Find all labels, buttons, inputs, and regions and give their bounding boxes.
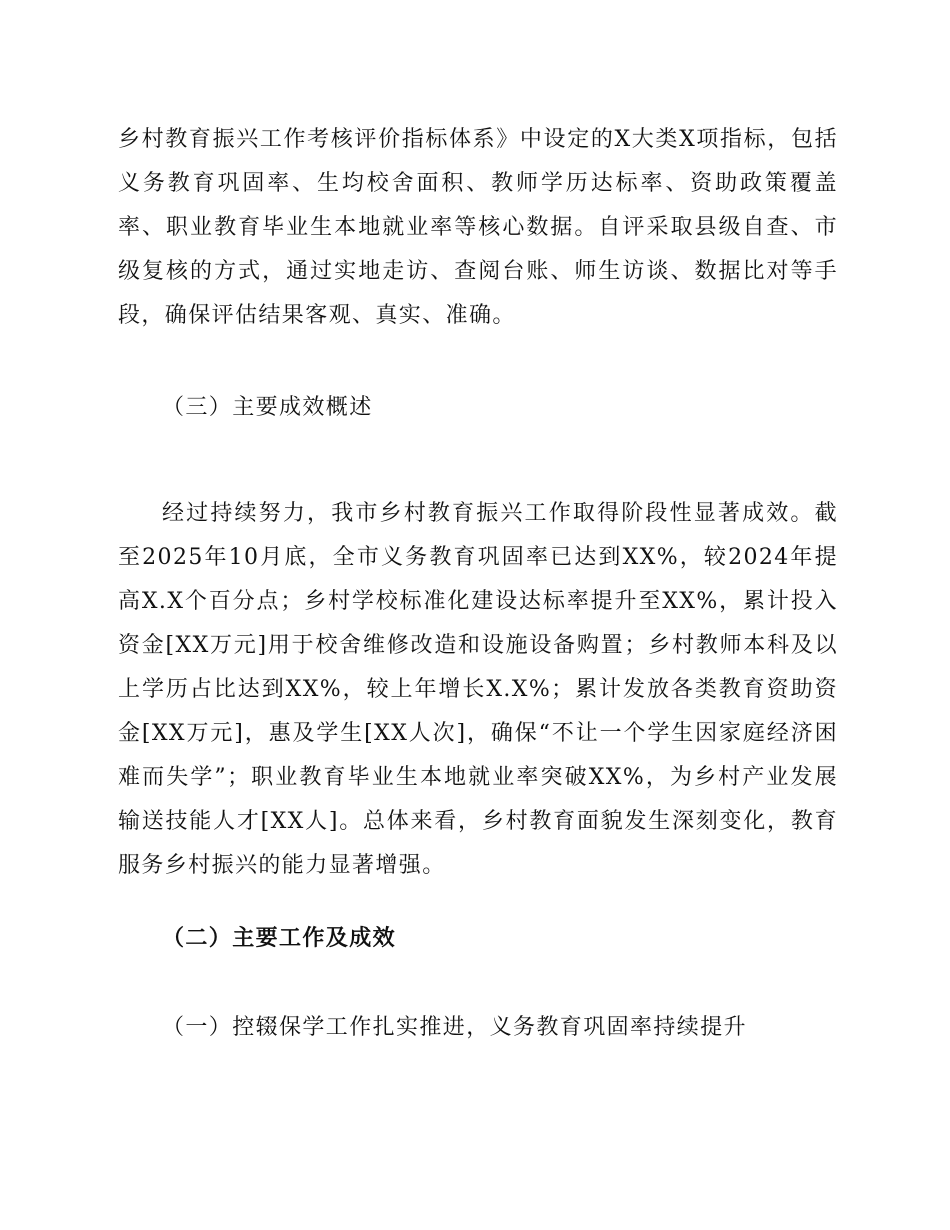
section-heading-achievements-overview: （三）主要成效概述 [162, 395, 373, 420]
body-paragraph-achievements: 经过持续努力，我市乡村教育振兴工作取得阶段性显著成效。截至2025年10月底，全市义务教育巩固率已达到XX%，较2024年提高X.X个百分点；乡村学校标准化建设达标率提升至XX%，累计投入资金[XX万元]用于校舍维修改造和设施设备购置；乡村教师本科及以上学历占比达到XX%，较上年增长X.X%；累计发放各类教育资助资金[XX万元]，惠及学生[XX人次]，确保“不让一个学生因家庭经济困难而失学”；职业教育毕业生本地就业率突破XX%，为乡村产业发展输送技能人才[XX人]。总体来看，乡村教育面貌发生深刻变化，教育服务乡村振兴的能力显著增强。 [118, 501, 838, 878]
section-heading-main-work: （二）主要工作及成效 [162, 925, 397, 951]
body-paragraph-evaluation-method: 乡村教育振兴工作考核评价指标体系》中设定的X大类X项指标，包括义务教育巩固率、生均校舍面积、教师学历达标率、资助政策覆盖率、职业教育毕业生本地就业率等核心数据。自评采取县级自查、市级复核的方式，通过实地走访、查阅台账、师生访谈、数据比对等手段，确保评估结果客观、真实、准确。 [118, 127, 838, 328]
subsection-heading-dropout-control: （一）控辍保学工作扎实推进，义务教育巩固率持续提升 [162, 1015, 748, 1040]
